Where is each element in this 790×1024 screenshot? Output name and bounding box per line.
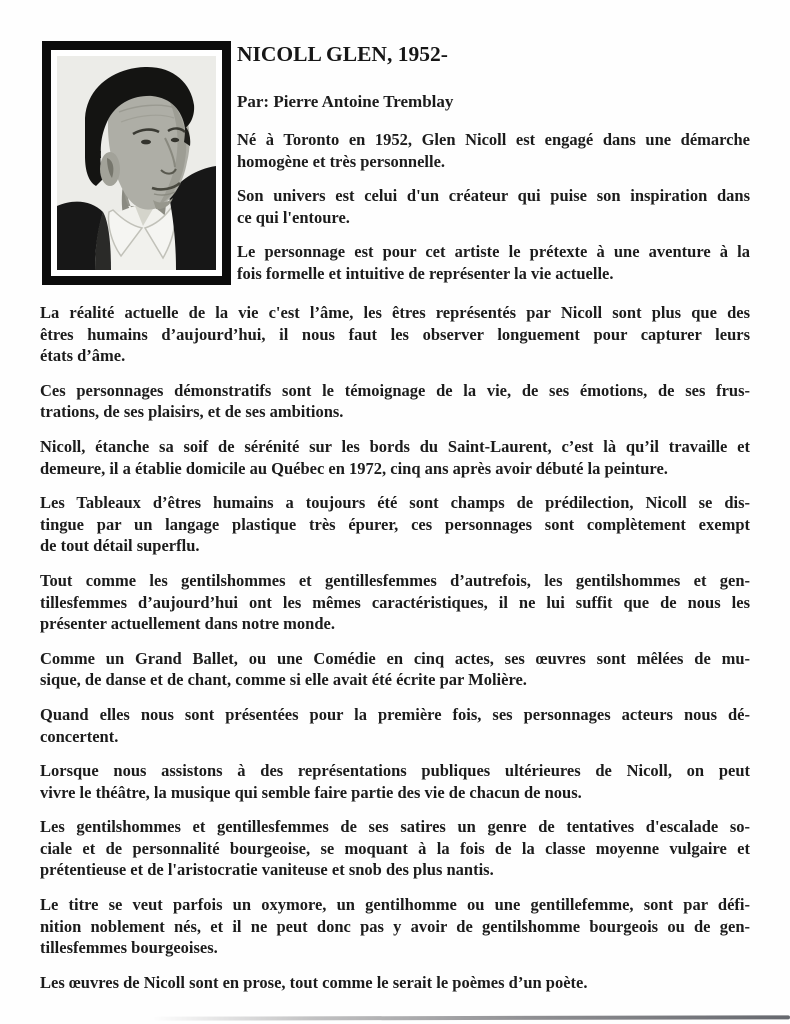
byline: Par: Pierre Antoine Tremblay <box>237 92 454 111</box>
portrait-photo <box>42 41 231 285</box>
body-paragraph-1: La réalité actuelle de la vie c'est l’âme, les êtres représentés par Nicoll sont plus que des êtres humains d’aujourd’hui, il nous faut les observer longuement pour capturer leurs états d’âme. <box>40 303 750 366</box>
scan-edge-artifact <box>152 1015 790 1020</box>
body-paragraph-2: Ces personnages démonstratifs sont le témoignage de la vie, de ses émotions, de ses frus- trations, de ses plaisirs, et de ses ambitions. <box>40 380 750 422</box>
body-paragraph-9: Les gentilshommes et gentillesfemmes de ses satires un genre de tentatives d'escalade so- ciale et de personnalité bourgeoise, se moquant à la fois de la classe moyenne vulgaire et prétentieuse et de l'aristocratie vaniteuse et snob des plus nantis. <box>40 817 750 880</box>
intro-paragraph-1: Né à Toronto en 1952, Glen Nicoll est engagé dans une démarche homogène et très personnelle. <box>237 130 750 171</box>
intro-paragraph-3: Le personnage est pour cet artiste le prétexte à une aventure à la fois formelle et intuitive de représenter la vie actuelle. <box>237 242 750 283</box>
body-paragraph-10: Le titre se veut parfois un oxymore, un gentilhomme ou une gentillefemme, sont par défi- nition noblement nés, et il ne peut donc pas y avoir de gentilshomme bourgeois ou de gen- tillesfemmes bourgeoises. <box>40 895 750 958</box>
header-column <box>237 0 750 300</box>
man-portrait-image <box>57 56 216 270</box>
body-paragraph-8: Lorsque nous assistons à des représentations publiques ultérieures de Nicoll, on peut vivre le théâtre, la musique qui semble faire partie des vie de chacun de nous. <box>40 761 750 802</box>
body-paragraph-4: Les Tableaux d’êtres humains a toujours été sont champs de prédilection, Nicoll se dis- tingue par un langage plastique très épurer, ces personnages sont complètement exempt de tout détail superflu. <box>40 493 750 556</box>
body-paragraph-5: Tout comme les gentilshommes et gentillesfemmes d’autrefois, les gentilshommes et gen- tillesfemmes d’aujourd’hui ont les mêmes caractéristiques, il ne lui suffit que de nous les présenter actuellement dans notre monde. <box>40 570 750 634</box>
body-paragraph-11: Les œuvres de Nicoll sont en prose, tout comme le serait le poèmes d’un poète. <box>40 972 588 992</box>
body-paragraph-6: Comme un Grand Ballet, ou une Comédie en cinq actes, ses œuvres sont mêlées de mu- sique, de danse et de chant, comme si elle avait été écrite par Molière. <box>40 648 750 690</box>
intro-paragraph-2: Son univers est celui d'un créateur qui puise son inspiration dans ce qui l'entoure. <box>237 186 750 227</box>
body-paragraph-7: Quand elles nous sont présentées pour la première fois, ses personnages acteurs nous dé- concertent. <box>40 704 750 746</box>
body-text <box>40 302 750 1006</box>
body-paragraph-3: Nicoll, étanche sa soif de sérénité sur les bords du Saint-Laurent, c’est là qu’il travaille et demeure, il a établie domicile au Québec en 1972, cinq ans après avoir débuté la peinture. <box>40 436 750 478</box>
page-title: NICOLL GLEN, 1952- <box>237 42 448 66</box>
